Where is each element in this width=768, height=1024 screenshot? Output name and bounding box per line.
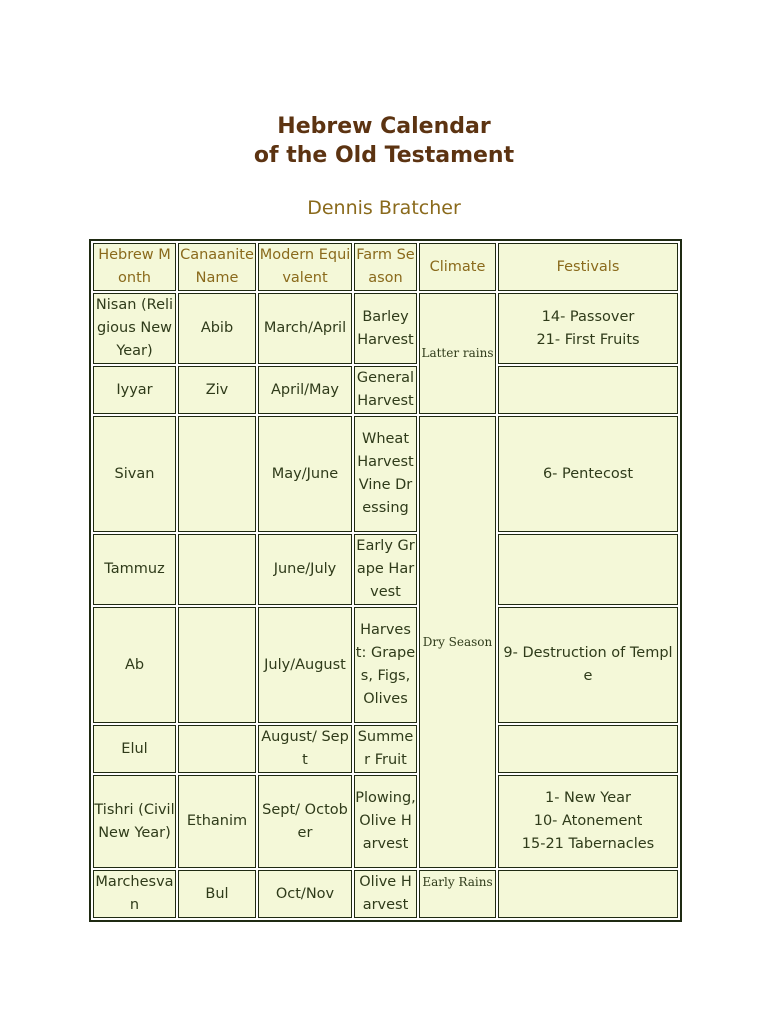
festival-cell xyxy=(498,416,678,532)
festival-cell xyxy=(498,293,678,364)
table-row xyxy=(93,607,678,723)
header-hebrew-month: Hebrew Month xyxy=(93,243,176,291)
festival-cell xyxy=(498,775,678,868)
festival-cell xyxy=(498,725,678,773)
table-row xyxy=(93,293,678,364)
climate-cell-latter-rains: Latter rains xyxy=(419,293,496,414)
festival-cell xyxy=(498,870,678,918)
festival-item: 10- Atonement xyxy=(533,813,643,829)
canaanite-cell xyxy=(178,534,256,605)
month-cell: Sivan xyxy=(93,416,176,532)
month-cell: Nisan (Religious New Year) xyxy=(93,293,176,364)
modern-cell: June/July xyxy=(258,534,352,605)
festival-item: 9- Destruction of Temple xyxy=(503,645,673,684)
header-row xyxy=(93,243,678,291)
page-title xyxy=(0,112,768,170)
canaanite-cell: Bul xyxy=(178,870,256,918)
modern-cell: August/ Sept xyxy=(258,725,352,773)
month-cell: Marchesvan xyxy=(93,870,176,918)
title-line-2: of the Old Testament xyxy=(253,143,515,168)
canaanite-cell xyxy=(178,725,256,773)
climate-cell-dry-season: Dry Season xyxy=(419,416,496,868)
farm-cell: Plowing, Olive Harvest xyxy=(354,775,417,868)
table-row xyxy=(93,366,678,414)
farm-cell: Summer Fruit xyxy=(354,725,417,773)
canaanite-cell xyxy=(178,607,256,723)
farm-cell: Wheat Harvest Vine Dressing xyxy=(354,416,417,532)
canaanite-cell: Ethanim xyxy=(178,775,256,868)
canaanite-cell: Abib xyxy=(178,293,256,364)
table-row xyxy=(93,775,678,868)
modern-cell: July/August xyxy=(258,607,352,723)
modern-cell: Sept/ October xyxy=(258,775,352,868)
header-modern-equivalent: Modern Equivalent xyxy=(258,243,352,291)
month-cell: Elul xyxy=(93,725,176,773)
month-cell: Tishri (Civil New Year) xyxy=(93,775,176,868)
title-line-1: Hebrew Calendar xyxy=(277,114,491,139)
farm-cell: General Harvest xyxy=(354,366,417,414)
table-row xyxy=(93,534,678,605)
modern-cell: Oct/Nov xyxy=(258,870,352,918)
hebrew-calendar-table xyxy=(89,239,682,922)
festival-cell xyxy=(498,534,678,605)
modern-cell: March/April xyxy=(258,293,352,364)
festival-item: 6- Pentecost xyxy=(542,465,634,482)
month-cell: Iyyar xyxy=(93,366,176,414)
farm-cell: Harvest: Grapes, Figs, Olives xyxy=(354,607,417,723)
festival-item: 1- New Year xyxy=(544,790,631,806)
header-canaanite-name: Canaanite Name xyxy=(178,243,256,291)
farm-cell: Olive Harvest xyxy=(354,870,417,918)
table-row xyxy=(93,870,678,918)
festival-cell xyxy=(498,366,678,414)
festival-item: 15-21 Tabernacles xyxy=(521,836,655,852)
festival-item: 21- First Fruits xyxy=(536,331,640,348)
modern-cell: April/May xyxy=(258,366,352,414)
festival-item: 14- Passover xyxy=(541,308,635,325)
farm-cell: Barley Harvest xyxy=(354,293,417,364)
table-row xyxy=(93,725,678,773)
festival-cell xyxy=(498,607,678,723)
month-cell: Ab xyxy=(93,607,176,723)
climate-cell-early-rains: Early Rains xyxy=(419,870,496,918)
farm-cell: Early Grape Harvest xyxy=(354,534,417,605)
month-cell: Tammuz xyxy=(93,534,176,605)
header-climate: Climate xyxy=(419,243,496,291)
canaanite-cell xyxy=(178,416,256,532)
author-name: Dennis Bratcher xyxy=(307,197,461,219)
header-festivals: Festivals xyxy=(498,243,678,291)
table-row xyxy=(93,416,678,532)
canaanite-cell: Ziv xyxy=(178,366,256,414)
modern-cell: May/June xyxy=(258,416,352,532)
header-farm-season: Farm Season xyxy=(354,243,417,291)
